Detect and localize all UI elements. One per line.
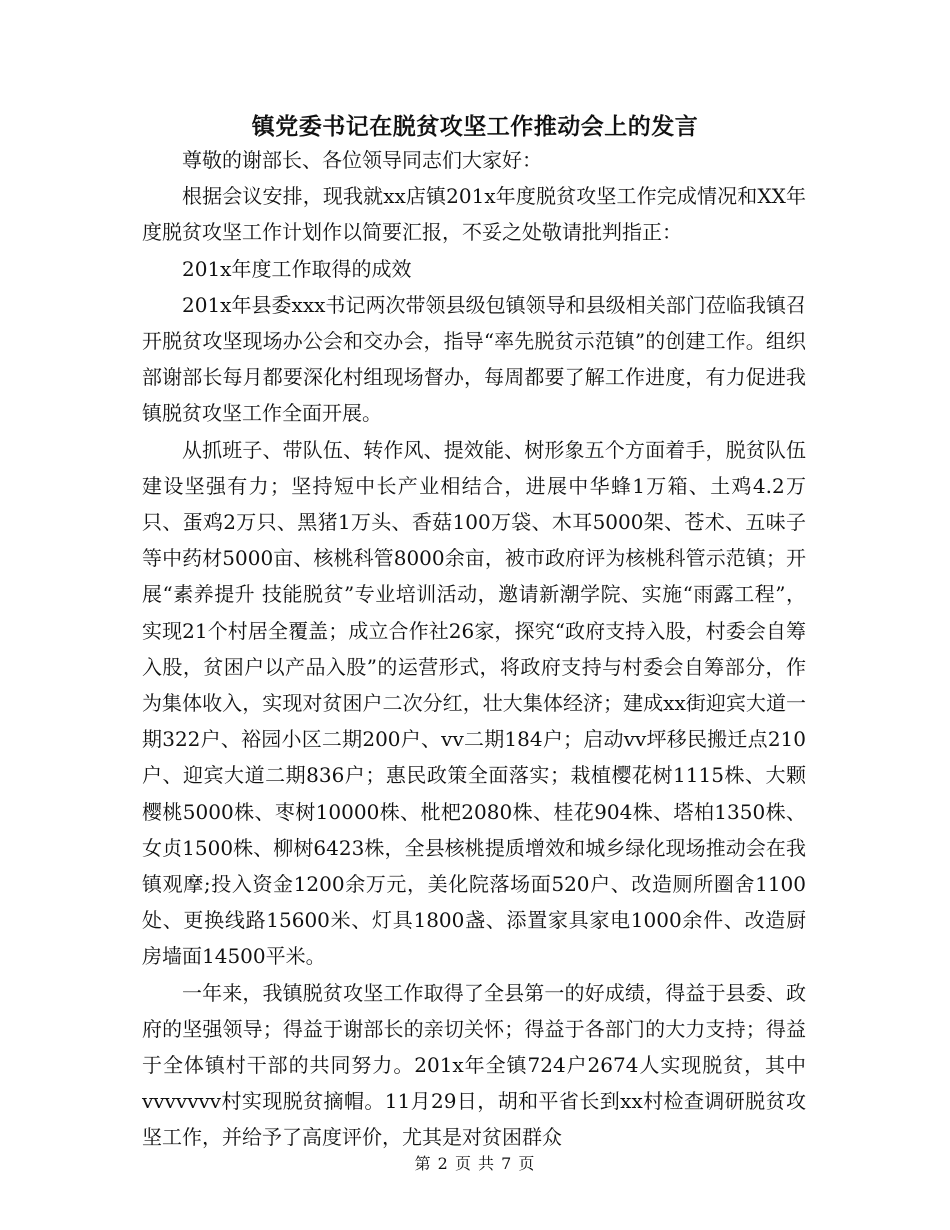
document-title: 镇党委书记在脱贫攻坚工作推动会上的发言 bbox=[251, 113, 699, 140]
page-number-footer: 第 2 页 共 7 页 bbox=[414, 1154, 536, 1173]
body-paragraph: 根据会议安排，现我就xx店镇201x年度脱贫攻坚工作完成情况和XX年度脱贫攻坚工作计划作以简要汇报，不妥之处敬请批判指正： bbox=[142, 184, 806, 245]
body-paragraph: 一年来，我镇脱贫攻坚工作取得了全县第一的好成绩，得益于县委、政府的坚强领导；得益于谢部长的亲切关怀；得益于各部门的大力支持；得益于全体镇村干部的共同努力。201x年全镇724户2674人实现脱贫，其中vvvvvvv村实现脱贫摘帽。11月29日，胡和平省长到xx村检查调研脱贫攻坚工作，并给予了高度评价，尤其是对贫困群众 bbox=[142, 980, 806, 1150]
body-paragraph: 201x年度工作取得的成效 bbox=[182, 256, 412, 281]
body-paragraph: 尊敬的谢部长、各位领导同志们大家好： bbox=[182, 148, 542, 172]
body-paragraph: 从抓班子、带队伍、转作风、提效能、树形象五个方面着手，脱贫队伍建设坚强有力；坚持短中长产业相结合，进展中华蜂1万箱、土鸡4.2万只、蛋鸡2万只、黑猪1万头、香菇100万袋、木耳5000架、苍术、五味子等中药材5000亩、核桃科管8000余亩，被市政府评为核桃科管示范镇；开展“素养提升 技能脱贫”专业培训活动，邀请新潮学院、实施“雨露工程”，实现21个村居全覆盖；成立合作社26家，探究“政府支持入股，村委会自筹入股，贫困户以产品入股”的运营形式，将政府支持与村委会自筹部分，作为集体收入，实现对贫困户二次分红，壮大集体经济；建成xx街迎宾大道一期322户、裕园小区二期200户、vv二期184户；启动vv坪移民搬迁点210户、迎宾大道二期836户；惠民政策全面落实；栽植樱花树1115株、大颗樱桃5000株、枣树10000株、枇杷2080株、桂花904株、塔柏1350株、女贞1500株、柳树6423株，全县核桃提质增效和城乡绿化现场推动会在我镇观摩;投入资金1200余万元，美化院落场面520户、改造厕所圈舍1100处、更换线路15600米、灯具1800盏、添置家具家电1000余件、改造厨房墙面14500平米。 bbox=[142, 437, 806, 969]
body-paragraph: 201x年县委xxx书记两次带领县级包镇领导和县级相关部门莅临我镇召开脱贫攻坚现场办公会和交办会，指导“率先脱贫示范镇”的创建工作。组织部谢部长每月都要深化村组现场督办，每周都要了解工作进度，有力促进我镇脱贫攻坚工作全面开展。 bbox=[142, 292, 806, 426]
document-body bbox=[142, 142, 806, 1156]
